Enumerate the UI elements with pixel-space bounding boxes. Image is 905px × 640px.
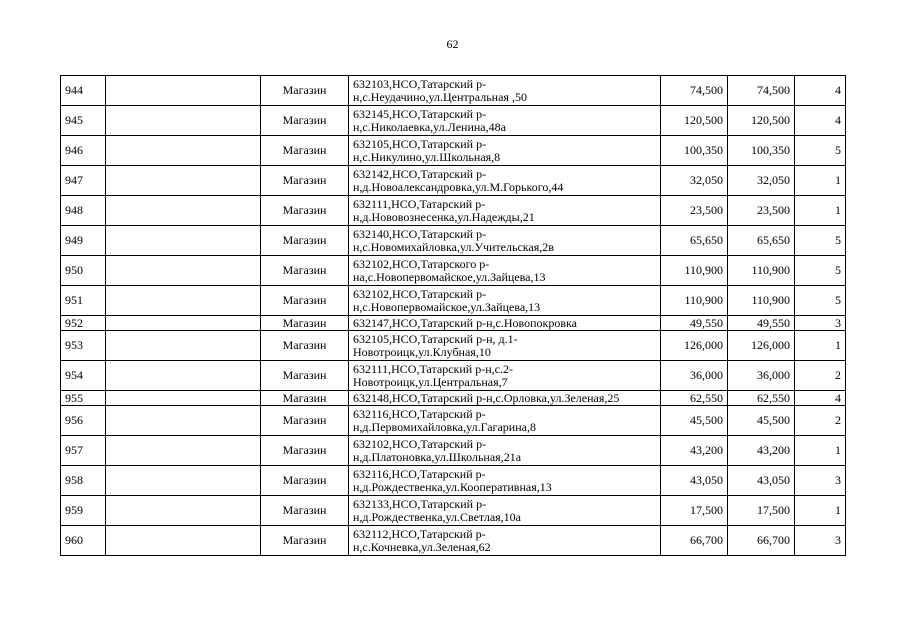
address-cell: 632111,НСО,Татарский р-н,с.2- Новотроицк,ул.Центральная,7: [349, 361, 661, 391]
address-cell: 632105,НСО,Татарский р- н,с.Никулино,ул.Школьная,8: [349, 136, 661, 166]
table-row: [61, 76, 846, 106]
value-b-cell: 120,500: [728, 106, 795, 136]
object-type-cell: Магазин: [261, 76, 349, 106]
value-a-cell: 43,200: [661, 436, 728, 466]
table-body: [61, 76, 846, 556]
table-row: [61, 331, 846, 361]
table-row: [61, 466, 846, 496]
row-number-cell: 958: [61, 466, 106, 496]
value-a-cell: 110,900: [661, 256, 728, 286]
count-cell: 4: [795, 76, 846, 106]
value-b-cell: 45,500: [728, 406, 795, 436]
address-cell: 632102,НСО,Татарского р- на,с.Новопервомайское,ул.Зайцева,13: [349, 256, 661, 286]
address-cell: 632111,НСО,Татарский р- н,д.Нововознесенка,ул.Надежды,21: [349, 196, 661, 226]
value-a-cell: 62,550: [661, 391, 728, 406]
row-number-cell: 950: [61, 256, 106, 286]
table-row: [61, 391, 846, 406]
value-b-cell: 62,550: [728, 391, 795, 406]
row-number-cell: 956: [61, 406, 106, 436]
blank-cell: [106, 331, 261, 361]
blank-cell: [106, 526, 261, 556]
row-number-cell: 957: [61, 436, 106, 466]
address-cell: 632116,НСО,Татарский р- н,д.Рождественка,ул.Кооперативная,13: [349, 466, 661, 496]
address-cell: 632103,НСО,Татарский р- н,с.Неудачино,ул.Центральная ,50: [349, 76, 661, 106]
blank-cell: [106, 466, 261, 496]
address-cell: 632102,НСО,Татарский р- н,с.Новопервомайское,ул.Зайцева,13: [349, 286, 661, 316]
value-a-cell: 74,500: [661, 76, 728, 106]
blank-cell: [106, 436, 261, 466]
table-row: [61, 196, 846, 226]
object-type-cell: Магазин: [261, 331, 349, 361]
object-type-cell: Магазин: [261, 526, 349, 556]
value-b-cell: 43,050: [728, 466, 795, 496]
blank-cell: [106, 391, 261, 406]
count-cell: 1: [795, 331, 846, 361]
blank-cell: [106, 136, 261, 166]
row-number-cell: 955: [61, 391, 106, 406]
count-cell: 2: [795, 361, 846, 391]
value-b-cell: 43,200: [728, 436, 795, 466]
object-type-cell: Магазин: [261, 106, 349, 136]
value-a-cell: 45,500: [661, 406, 728, 436]
row-number-cell: 960: [61, 526, 106, 556]
row-number-cell: 946: [61, 136, 106, 166]
value-b-cell: 74,500: [728, 76, 795, 106]
object-type-cell: Магазин: [261, 256, 349, 286]
value-a-cell: 100,350: [661, 136, 728, 166]
table-row: [61, 526, 846, 556]
object-type-cell: Магазин: [261, 406, 349, 436]
object-type-cell: Магазин: [261, 286, 349, 316]
address-cell: 632148,НСО,Татарский р-н,с.Орловка,ул.Зеленая,25: [349, 391, 661, 406]
value-b-cell: 23,500: [728, 196, 795, 226]
blank-cell: [106, 76, 261, 106]
address-cell: 632145,НСО,Татарский р- н,с.Николаевка,ул.Ленина,48а: [349, 106, 661, 136]
value-a-cell: 49,550: [661, 316, 728, 331]
row-number-cell: 948: [61, 196, 106, 226]
row-number-cell: 949: [61, 226, 106, 256]
blank-cell: [106, 166, 261, 196]
value-a-cell: 65,650: [661, 226, 728, 256]
object-type-cell: Магазин: [261, 226, 349, 256]
address-cell: 632105,НСО,Татарский р-н, д.1- Новотроицк,ул.Клубная,10: [349, 331, 661, 361]
value-b-cell: 126,000: [728, 331, 795, 361]
value-a-cell: 66,700: [661, 526, 728, 556]
count-cell: 1: [795, 496, 846, 526]
address-cell: 632142,НСО,Татарский р- н,д.Новоалександровка,ул.М.Горького,44: [349, 166, 661, 196]
table-row: [61, 286, 846, 316]
table-row: [61, 316, 846, 331]
object-type-cell: Магазин: [261, 196, 349, 226]
count-cell: 5: [795, 286, 846, 316]
blank-cell: [106, 316, 261, 331]
object-type-cell: Магазин: [261, 361, 349, 391]
count-cell: 3: [795, 316, 846, 331]
address-cell: 632102,НСО,Татарский р- н,д.Платоновка,ул.Школьная,21а: [349, 436, 661, 466]
value-a-cell: 32,050: [661, 166, 728, 196]
value-b-cell: 110,900: [728, 286, 795, 316]
value-a-cell: 23,500: [661, 196, 728, 226]
blank-cell: [106, 196, 261, 226]
value-a-cell: 43,050: [661, 466, 728, 496]
object-type-cell: Магазин: [261, 166, 349, 196]
table-row: [61, 496, 846, 526]
value-b-cell: 66,700: [728, 526, 795, 556]
blank-cell: [106, 406, 261, 436]
blank-cell: [106, 496, 261, 526]
table-row: [61, 436, 846, 466]
address-cell: 632140,НСО,Татарский р- н,с.Новомихайловка,ул.Учительская,2в: [349, 226, 661, 256]
count-cell: 5: [795, 226, 846, 256]
value-a-cell: 120,500: [661, 106, 728, 136]
count-cell: 5: [795, 256, 846, 286]
value-b-cell: 49,550: [728, 316, 795, 331]
row-number-cell: 952: [61, 316, 106, 331]
count-cell: 4: [795, 106, 846, 136]
count-cell: 2: [795, 406, 846, 436]
value-b-cell: 100,350: [728, 136, 795, 166]
value-b-cell: 36,000: [728, 361, 795, 391]
value-a-cell: 36,000: [661, 361, 728, 391]
blank-cell: [106, 361, 261, 391]
object-type-cell: Магазин: [261, 496, 349, 526]
object-type-cell: Магазин: [261, 316, 349, 331]
table-row: [61, 226, 846, 256]
row-number-cell: 947: [61, 166, 106, 196]
table-row: [61, 256, 846, 286]
row-number-cell: 945: [61, 106, 106, 136]
page-number: 62: [446, 37, 459, 51]
row-number-cell: 953: [61, 331, 106, 361]
count-cell: 3: [795, 526, 846, 556]
address-cell: 632112,НСО,Татарский р- н,с.Кочневка,ул.Зеленая,62: [349, 526, 661, 556]
value-a-cell: 126,000: [661, 331, 728, 361]
address-cell: 632133,НСО,Татарский р- н,д.Рождественка,ул.Светлая,10а: [349, 496, 661, 526]
blank-cell: [106, 286, 261, 316]
object-type-cell: Магазин: [261, 436, 349, 466]
row-number-cell: 959: [61, 496, 106, 526]
address-cell: 632116,НСО,Татарский р- н,д.Первомихайловка,ул.Гагарина,8: [349, 406, 661, 436]
table-row: [61, 106, 846, 136]
address-cell: 632147,НСО,Татарский р-н,с.Новопокровка: [349, 316, 661, 331]
value-b-cell: 32,050: [728, 166, 795, 196]
value-b-cell: 65,650: [728, 226, 795, 256]
count-cell: 1: [795, 196, 846, 226]
value-a-cell: 17,500: [661, 496, 728, 526]
count-cell: 4: [795, 391, 846, 406]
object-type-cell: Магазин: [261, 466, 349, 496]
registry-table: [60, 75, 846, 556]
row-number-cell: 951: [61, 286, 106, 316]
table-row: [61, 406, 846, 436]
blank-cell: [106, 106, 261, 136]
count-cell: 1: [795, 166, 846, 196]
object-type-cell: Магазин: [261, 136, 349, 166]
count-cell: 1: [795, 436, 846, 466]
count-cell: 3: [795, 466, 846, 496]
value-a-cell: 110,900: [661, 286, 728, 316]
table-row: [61, 166, 846, 196]
blank-cell: [106, 256, 261, 286]
row-number-cell: 944: [61, 76, 106, 106]
table-row: [61, 136, 846, 166]
blank-cell: [106, 226, 261, 256]
table-row: [61, 361, 846, 391]
value-b-cell: 110,900: [728, 256, 795, 286]
value-b-cell: 17,500: [728, 496, 795, 526]
object-type-cell: Магазин: [261, 391, 349, 406]
count-cell: 5: [795, 136, 846, 166]
row-number-cell: 954: [61, 361, 106, 391]
